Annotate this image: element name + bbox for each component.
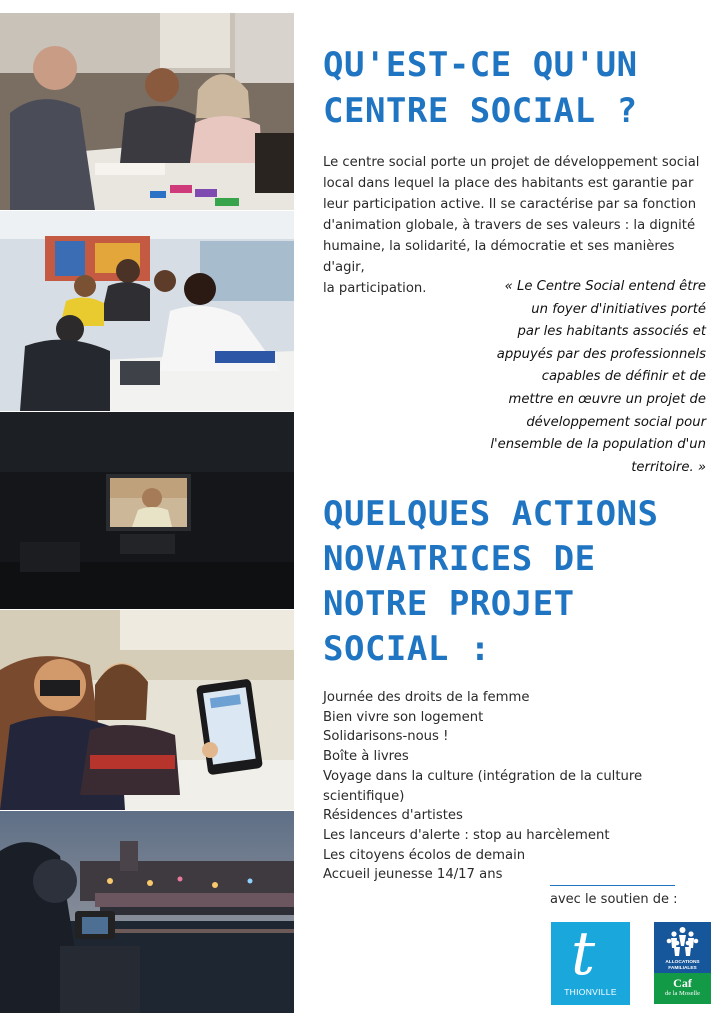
- intro-line: local dans lequel la place des habitants est garantie par: [323, 176, 694, 191]
- thionville-logo-text: THIONVILLE: [564, 987, 617, 997]
- list-item: Boîte à livres: [323, 749, 409, 765]
- intro-line: d'animation globale, à travers de ses valeurs : la dignité: [323, 218, 696, 233]
- section2-title-line: SOCIAL :: [323, 629, 491, 669]
- section1-title: [323, 42, 713, 134]
- photo-column: [0, 13, 294, 1013]
- support-divider: [550, 885, 675, 886]
- thionville-logo: [551, 922, 630, 1005]
- quote-line: « Le Centre Social entend être: [504, 279, 706, 294]
- photo-children-tablet: [0, 610, 294, 810]
- photo-children-activity: [0, 211, 294, 411]
- intro-line: leur participation active. Il se caractérise par sa fonction: [323, 197, 697, 212]
- list-item: Résidences d'artistes: [323, 808, 463, 824]
- quote-line: capables de définir et de: [541, 369, 706, 385]
- list-item: Les lanceurs d'alerte : stop au harcèlement: [323, 827, 610, 843]
- quote-line: développement social pour: [526, 414, 706, 430]
- intro-line: humaine, la solidarité, la démocratie et ses manières d'agir,: [323, 239, 675, 275]
- caf-family-icon: [664, 926, 701, 958]
- section2-title-line: NOVATRICES DE: [323, 539, 596, 579]
- caf-logo-region: de la Moselle: [664, 990, 701, 997]
- caf-logo-line1: ALLOCATIONS: [665, 960, 700, 965]
- quote-line: territoire. »: [631, 459, 706, 475]
- list-item: Accueil jeunesse 14/17 ans: [323, 867, 503, 883]
- photo-night-photography: [0, 811, 294, 1013]
- caf-logo-word: Caf: [673, 976, 692, 990]
- list-item: Solidarisons-nous !: [323, 729, 449, 745]
- list-item: Les citoyens écolos de demain: [323, 847, 526, 863]
- quote-line: un foyer d'initiatives porté: [531, 301, 706, 317]
- list-item: Journée des droits de la femme: [323, 690, 530, 705]
- section2-title-line: NOTRE PROJET: [323, 584, 575, 624]
- section1-title-line2: CENTRE SOCIAL ?: [323, 91, 638, 131]
- photo-workshop-table: [0, 13, 294, 210]
- photo-video-screening: [0, 412, 294, 609]
- quote-line: mettre en œuvre un projet de: [508, 391, 706, 407]
- caf-logo-band: [654, 973, 711, 1004]
- intro-line: Le centre social porte un projet de développement social: [323, 155, 700, 170]
- section1-quote: [470, 276, 706, 479]
- actions-list: [323, 688, 718, 885]
- quote-line: l'ensemble de la population d'un: [490, 437, 706, 453]
- section2-title-line: QUELQUES ACTIONS: [323, 494, 659, 534]
- quote-line: appuyés par des professionnels: [496, 346, 706, 362]
- list-item: Bien vivre son logement: [323, 709, 484, 725]
- section1-title-line1: QU'EST-CE QU'UN: [323, 45, 638, 85]
- caf-logo-line2: FAMILIALES: [668, 966, 697, 971]
- list-item: Voyage dans la culture (intégration de la culture scientifique): [323, 768, 643, 804]
- intro-line: la participation.: [323, 281, 427, 296]
- quote-line: par les habitants associés et: [517, 324, 706, 340]
- thionville-logo-glyph: t: [571, 922, 596, 989]
- caf-logo: [654, 922, 711, 1004]
- support-label: avec le soutien de :: [550, 892, 678, 907]
- section2-title: [323, 492, 718, 672]
